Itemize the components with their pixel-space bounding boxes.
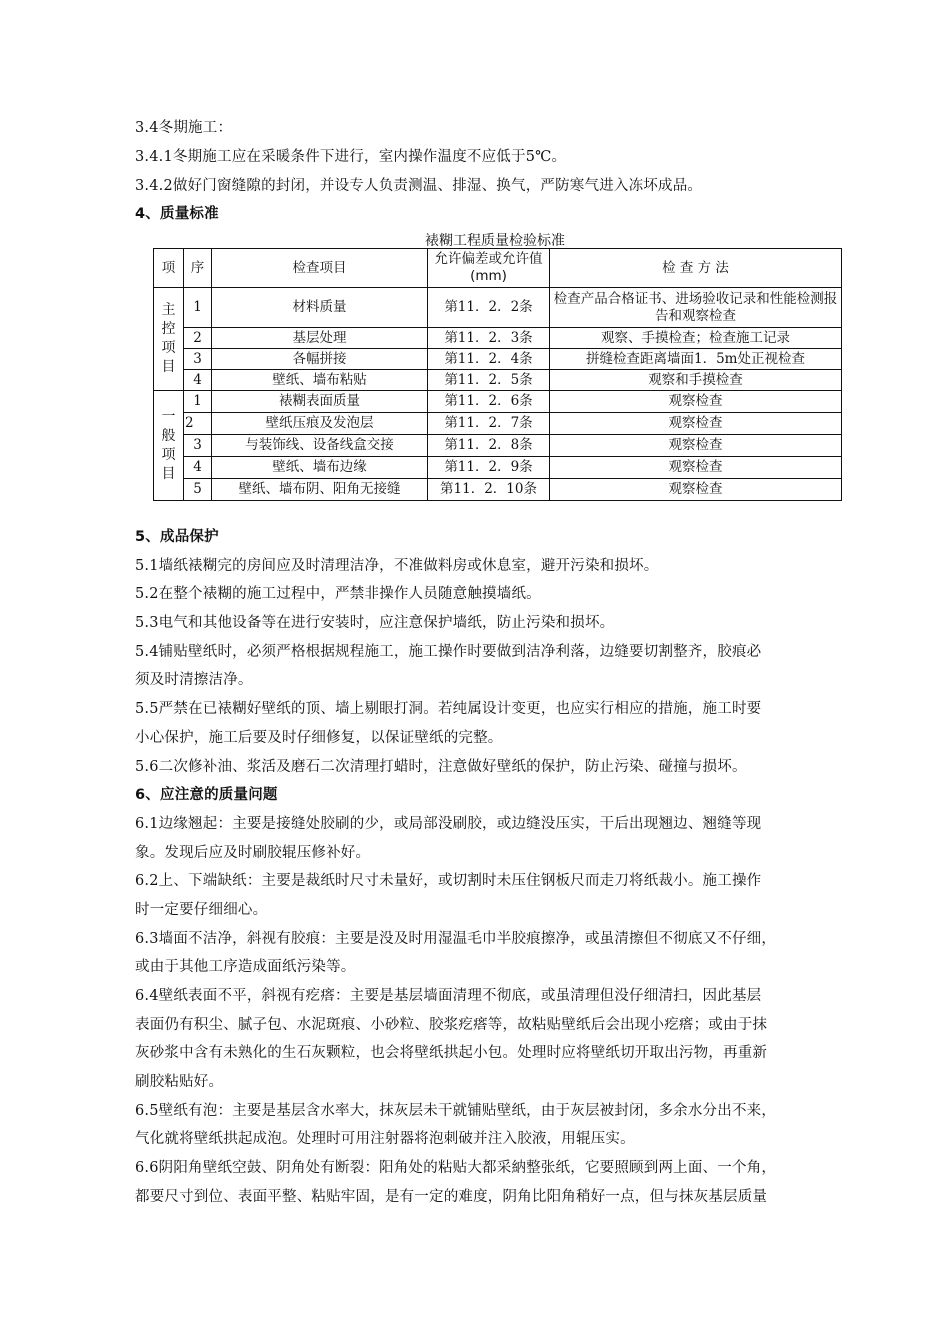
section-heading-finished-protection: 5、成品保护 (135, 529, 219, 545)
row-item: 材料质量 (212, 288, 428, 328)
table-row (154, 349, 842, 370)
row-item: 裱糊表面质量 (212, 391, 428, 413)
row-clause: 第11．2．4条 (428, 349, 550, 370)
group-label-general: 一般项目 (154, 391, 184, 501)
table-header-row (154, 249, 842, 288)
paragraph-line: 象。发现后应及时刷胶辊压修补好。 (135, 845, 371, 861)
row-method: 观察、手摸检查；检查施工记录 (550, 328, 842, 349)
row-clause: 第11．2．10条 (428, 479, 550, 501)
row-item: 基层处理 (212, 328, 428, 349)
row-seq: 5 (184, 479, 212, 501)
paragraph-line: 6.6阴阳角壁纸空鼓、阴角处有断裂：阳角处的粘贴大都采納整张纸，它要照顾到两上面、一个角， (135, 1160, 777, 1176)
row-seq: 2 (184, 413, 212, 435)
paragraph-line: 5.5严禁在已裱糊好壁纸的顶、墙上剔眼打洞。若纯属设计变更，也应实行相应的措施，施工时要 (135, 701, 762, 717)
row-item: 壁纸压痕及发泡层 (212, 413, 428, 435)
paragraph-line: 5.4铺贴壁纸时，必须严格根据规程施工，施工操作时要做到洁净利落，边缝要切割整齐，胶痕必 (135, 644, 762, 660)
paragraph-line: 5.2在整个裱糊的施工过程中，严禁非操作人员随意触摸墙纸。 (135, 586, 541, 602)
row-clause: 第11．2．2条 (428, 288, 550, 328)
paragraph-line: 或由于其他工序造成面纸污染等。 (135, 959, 356, 975)
row-method: 观察检查 (550, 457, 842, 479)
paragraph-3-4: 3.4冬期施工： (135, 120, 233, 136)
paragraph-line: 6.3墙面不洁净，斜视有胶痕：主要是没及时用湿温毛巾半胶痕擦净，或虽清擦但不彻底又不仔细， (135, 931, 777, 947)
section-heading-quality-issues: 6、应注意的质量问题 (135, 787, 278, 803)
row-method: 观察检查 (550, 435, 842, 457)
paragraph-line: 表面仍有积尘、腻子包、水泥斑痕、小砂粒、胶浆疙瘩等，故粘贴壁纸后会出现小疙瘩；或由于抹 (135, 1017, 768, 1033)
paragraph-line: 6.5壁纸有泡：主要是基层含水率大，抹灰层未干就铺贴壁纸，由于灰层被封闭，多余水分出不来， (135, 1103, 777, 1119)
row-item: 各幅拼接 (212, 349, 428, 370)
row-method: 观察检查 (550, 391, 842, 413)
table-row (154, 435, 842, 457)
paragraph-line: 5.6二次修补油、浆活及磨石二次清理打蜡时，注意做好壁纸的保护，防止污染、碰撞与损坏。 (135, 759, 747, 775)
row-method: 观察检查 (550, 479, 842, 501)
row-clause: 第11．2．5条 (428, 370, 550, 391)
row-item: 壁纸、墙布阴、阳角无接缝 (212, 479, 428, 501)
header-item: 项 (154, 249, 184, 288)
row-clause: 第11．2．6条 (428, 391, 550, 413)
row-clause: 第11．2．9条 (428, 457, 550, 479)
paragraph-line: 5.3电气和其他设备等在进行安装时，应注意保护墙纸，防止污染和损坏。 (135, 615, 615, 631)
header-seq: 序 (184, 249, 212, 288)
paragraph-line: 5.1墙纸裱糊完的房间应及时清理洁净，不准做料房或休息室，避开污染和损坏。 (135, 558, 659, 574)
paragraph-3-4-2: 3.4.2做好门窗缝隙的封闭，并设专人负责测温、排湿、换气，严防寒气进入冻坏成品。 (135, 178, 703, 194)
paragraph-line: 刷胶粘贴好。 (135, 1074, 224, 1090)
paragraph-line: 小心保护，施工后要及时仔细修复，以保证壁纸的完整。 (135, 730, 503, 746)
row-seq: 4 (184, 370, 212, 391)
paragraph-3-4-1: 3.4.1冬期施工应在采暖条件下进行，室内操作温度不应低于5℃。 (135, 149, 567, 165)
row-seq: 4 (184, 457, 212, 479)
row-item: 壁纸、墙布粘贴 (212, 370, 428, 391)
row-method: 观察检查 (550, 413, 842, 435)
paragraph-line: 都要尺寸到位、表面平整、粘贴牢固，是有一定的难度，阴角比阳角稍好一点，但与抹灰基层质量 (135, 1189, 768, 1205)
row-method: 检查产品合格证书、进场验收记录和性能检测报告和观察检查 (550, 288, 842, 328)
row-item: 壁纸、墙布边缘 (212, 457, 428, 479)
row-clause: 第11．2．8条 (428, 435, 550, 457)
header-method: 检 查 方 法 (550, 249, 842, 288)
paragraph-line: 气化就将壁纸拱起成泡。处理时可用注射器将泡刺破并注入胶液，用辊压实。 (135, 1131, 635, 1147)
paragraph-line: 6.1边缘翘起：主要是接缝处胶刷的少，或局部没刷胶，或边缝没压实，干后出现翘边、翘缝等现 (135, 816, 762, 832)
row-seq: 1 (184, 391, 212, 413)
table-row (154, 288, 842, 328)
row-item: 与装饰线、设备线盒交接 (212, 435, 428, 457)
quality-inspection-table (153, 248, 842, 501)
paragraph-line: 须及时清擦洁净。 (135, 672, 253, 688)
paragraph-line: 时一定要仔细细心。 (135, 902, 268, 918)
row-seq: 3 (184, 349, 212, 370)
header-check-item: 检查项目 (212, 249, 428, 288)
section-heading-quality-standard: 4、质量标准 (135, 206, 219, 222)
paragraph-line: 灰砂浆中含有未熟化的生石灰颗粒，也会将壁纸拱起小包。处理时应将壁纸切开取出污物，再重新 (135, 1045, 768, 1061)
header-tolerance: 允许偏差或允许值(mm) (428, 249, 550, 288)
row-clause: 第11．2．7条 (428, 413, 550, 435)
row-seq: 3 (184, 435, 212, 457)
row-clause: 第11．2．3条 (428, 328, 550, 349)
row-seq: 2 (184, 328, 212, 349)
group-label-main: 主控项目 (154, 288, 184, 391)
paragraph-line: 6.2上、下端缺纸：主要是裁纸时尺寸未量好，或切割时未压住钢板尺而走刀将纸裁小。施工操作 (135, 873, 762, 889)
table-row (154, 391, 842, 413)
table-row (154, 457, 842, 479)
table-row (154, 328, 842, 349)
table-row (154, 370, 842, 391)
row-seq: 1 (184, 288, 212, 328)
table-row (154, 413, 842, 435)
row-method: 观察和手摸检查 (550, 370, 842, 391)
row-method: 拼缝检查距离墙面1．5m处正视检查 (550, 349, 842, 370)
table-caption: 裱糊工程质量检验标准 (425, 233, 565, 249)
table-row (154, 479, 842, 501)
paragraph-line: 6.4壁纸表面不平，斜视有疙瘩：主要是基层墙面清理不彻底，或虽清理但没仔细清扫，因此基层 (135, 988, 762, 1004)
